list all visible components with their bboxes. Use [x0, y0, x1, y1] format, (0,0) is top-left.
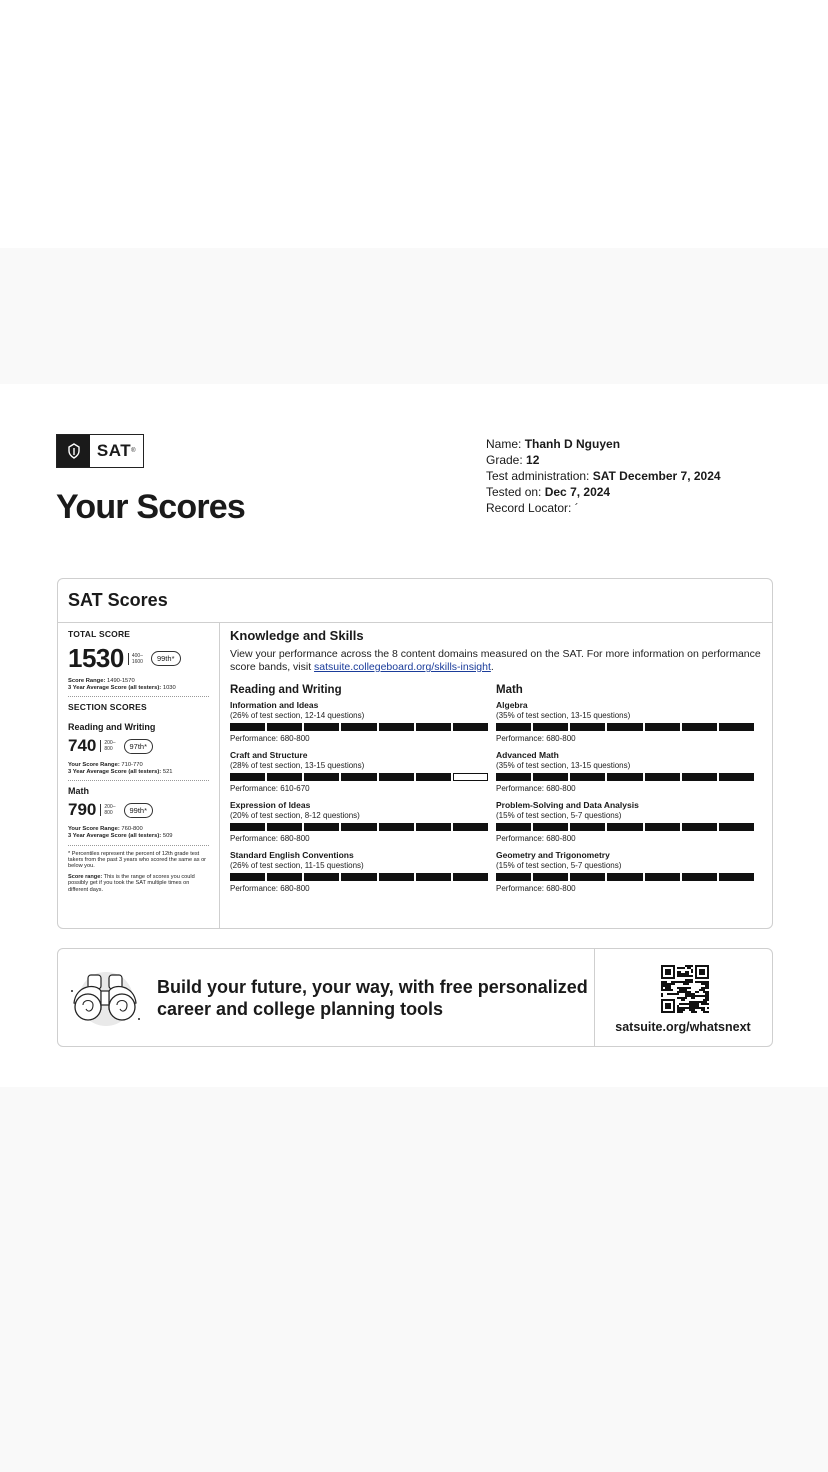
performance-bar-segment [230, 823, 265, 831]
sat-scores-card [57, 578, 773, 929]
section-scores-label: SECTION SCORES [68, 702, 147, 713]
divider [68, 845, 209, 846]
performance-bar-segment [645, 723, 680, 731]
domain-performance: Performance: 610-670 [230, 784, 310, 793]
domain-name: Craft and Structure [230, 750, 308, 760]
total-score-label: TOTAL SCORE [68, 629, 131, 639]
math-label: Math [68, 786, 89, 797]
student-name-row: Name: Thanh D Nguyen [486, 437, 621, 451]
domain-name: Standard English Conventions [230, 850, 354, 860]
performance-bar [496, 823, 754, 832]
knowledge-skills-title: Knowledge and Skills [230, 628, 364, 643]
math-percentile-badge: 99th* [124, 803, 154, 818]
performance-bar-segment [719, 723, 754, 731]
performance-bar-segment [496, 773, 531, 781]
domain-name: Geometry and Trigonometry [496, 850, 610, 860]
performance-bar-segment [267, 773, 302, 781]
domain-weight: (28% of test section, 13-15 questions) [230, 761, 365, 770]
performance-bar [496, 723, 754, 732]
page-title: Your Scores [56, 488, 245, 526]
background-band-top [0, 248, 828, 384]
domain-name: Expression of Ideas [230, 800, 311, 810]
math-scale: 200– 800 [100, 804, 115, 816]
performance-bar-segment [496, 873, 531, 881]
acorn-icon [57, 435, 90, 467]
reading-writing-percentile-badge: 97th* [124, 739, 154, 754]
performance-bar-segment [607, 873, 642, 881]
divider [68, 780, 209, 781]
performance-bar-segment [570, 723, 605, 731]
reading-writing-score: 740 [68, 736, 97, 756]
rw-domain [230, 700, 496, 743]
domain-performance: Performance: 680-800 [230, 834, 310, 843]
performance-bar-segment [570, 773, 605, 781]
content-domains [230, 684, 762, 900]
math-domains-title: Math [496, 684, 523, 696]
performance-bar-segment [453, 773, 488, 781]
performance-bar-segment [379, 873, 414, 881]
math-domains [496, 684, 762, 900]
performance-bar-segment [379, 723, 414, 731]
domain-name: Information and Ideas [230, 700, 319, 710]
performance-bar-segment [496, 823, 531, 831]
reading-writing-domains [230, 684, 496, 900]
rw-domain [230, 750, 496, 793]
total-percentile-badge: 99th* [151, 651, 181, 666]
domain-weight: (26% of test section, 11-15 questions) [230, 861, 364, 870]
domain-name: Advanced Math [496, 750, 559, 760]
background-band-bottom [0, 1087, 828, 1472]
performance-bar [230, 723, 488, 732]
performance-bar-segment [607, 773, 642, 781]
planning-tools-headline: Build your future, your way, with free personalized career and college planning tools [157, 977, 588, 1019]
domain-weight: (35% of test section, 13-15 questions) [496, 761, 631, 770]
total-score-row [68, 643, 219, 674]
performance-bar-segment [379, 773, 414, 781]
math-score-row [68, 800, 219, 820]
reading-writing-range: Your Score Range: 710-770 [68, 762, 143, 769]
performance-bar-segment [570, 823, 605, 831]
performance-bar-segment [416, 873, 451, 881]
reading-writing-average: 3 Year Average Score (all testers): 521 [68, 768, 173, 775]
qr-code-icon[interactable] [661, 965, 709, 1013]
domain-performance: Performance: 680-800 [230, 734, 310, 743]
divider [68, 696, 209, 697]
reading-writing-score-row [68, 736, 219, 756]
performance-bar-segment [719, 773, 754, 781]
record-locator-row: Record Locator: ´ [486, 501, 579, 515]
domain-weight: (15% of test section, 5-7 questions) [496, 861, 622, 870]
performance-bar-segment [682, 773, 717, 781]
domain-performance: Performance: 680-800 [496, 834, 576, 843]
performance-bar-segment [304, 823, 339, 831]
domain-performance: Performance: 680-800 [496, 784, 576, 793]
performance-bar-segment [230, 723, 265, 731]
student-info [486, 436, 721, 516]
performance-bar-segment [267, 873, 302, 881]
performance-bar-segment [341, 823, 376, 831]
performance-bar-segment [645, 823, 680, 831]
skills-insight-link[interactable]: satsuite.collegeboard.org/skills-insight [314, 661, 491, 673]
percentile-footnote: * Percentiles represent the percent of 12th grade test takers from the past 3 years who scored the same as or below you. [68, 850, 207, 870]
reading-writing-domains-title: Reading and Writing [230, 684, 342, 696]
math-domain [496, 850, 762, 893]
math-score: 790 [68, 800, 97, 820]
test-admin-row: Test administration: SAT December 7, 2024 [486, 469, 721, 483]
performance-bar [496, 773, 754, 782]
domain-performance: Performance: 680-800 [230, 884, 310, 893]
score-summary-column [58, 623, 220, 928]
performance-bar [496, 873, 754, 882]
performance-bar-segment [230, 873, 265, 881]
performance-bar-segment [533, 873, 568, 881]
logo-wordmark: SAT ® [96, 441, 137, 460]
tested-on-row: Tested on: Dec 7, 2024 [486, 485, 611, 499]
performance-bar-segment [379, 823, 414, 831]
reading-writing-label: Reading and Writing [68, 722, 156, 733]
performance-bar-segment [267, 723, 302, 731]
rw-domain [230, 850, 496, 893]
math-domain [496, 800, 762, 843]
performance-bar-segment [453, 823, 488, 831]
domain-name: Problem-Solving and Data Analysis [496, 800, 639, 810]
domain-performance: Performance: 680-800 [496, 734, 576, 743]
domain-weight: (35% of test section, 13-15 questions) [496, 711, 631, 720]
performance-bar-segment [496, 723, 531, 731]
binoculars-icon [66, 969, 144, 1027]
performance-bar-segment [341, 773, 376, 781]
performance-bar-segment [682, 873, 717, 881]
whatsnext-link[interactable]: satsuite.org/whatsnext [615, 1020, 751, 1034]
performance-bar-segment [645, 773, 680, 781]
performance-bar-segment [304, 873, 339, 881]
score-range-footnote: Score range: This is the range of scores you could possibly get if you took the SAT multiple times on different days. [68, 873, 195, 893]
performance-bar-segment [533, 773, 568, 781]
performance-bar-segment [453, 873, 488, 881]
math-domain [496, 750, 762, 793]
domain-weight: (20% of test section, 8-12 questions) [230, 811, 360, 820]
performance-bar-segment [607, 723, 642, 731]
domain-name: Algebra [496, 700, 528, 710]
performance-bar-segment [682, 823, 717, 831]
performance-bar-segment [304, 723, 339, 731]
sat-logo [56, 434, 144, 468]
knowledge-skills-description: View your performance across the 8 content domains measured on the SAT. For more information on performance score bands, visit satsuite.collegeboard.org/skills-insight. [230, 648, 761, 673]
performance-bar-segment [533, 723, 568, 731]
performance-bar-segment [533, 823, 568, 831]
scores-card-title: SAT Scores [58, 579, 772, 623]
total-score-range: Score Range: 1490-1570 [68, 678, 135, 684]
reading-writing-scale: 200– 800 [100, 740, 115, 752]
performance-bar-segment [230, 773, 265, 781]
knowledge-skills-column [230, 623, 762, 928]
performance-bar-segment [341, 873, 376, 881]
performance-bar-segment [570, 873, 605, 881]
domain-weight: (26% of test section, 12-14 questions) [230, 711, 365, 720]
performance-bar-segment [416, 773, 451, 781]
math-range: Your Score Range: 760-800 [68, 826, 143, 833]
performance-bar-segment [453, 723, 488, 731]
student-grade-row: Grade: 12 [486, 453, 540, 467]
performance-bar [230, 873, 488, 882]
performance-bar-segment [645, 873, 680, 881]
domain-weight: (15% of test section, 5-7 questions) [496, 811, 622, 820]
performance-bar [230, 773, 488, 782]
performance-bar-segment [341, 723, 376, 731]
total-score-scale: 400– 1600 [128, 653, 143, 665]
math-domain [496, 700, 762, 743]
performance-bar-segment [607, 823, 642, 831]
planning-tools-banner [57, 948, 773, 1047]
performance-bar-segment [682, 723, 717, 731]
performance-bar-segment [719, 823, 754, 831]
total-score-value: 1530 [68, 643, 124, 673]
performance-bar-segment [416, 823, 451, 831]
domain-performance: Performance: 680-800 [496, 884, 576, 893]
total-average-score: 3 Year Average Score (all testers): 1030 [68, 684, 176, 691]
performance-bar-segment [267, 823, 302, 831]
math-average: 3 Year Average Score (all testers): 509 [68, 832, 173, 839]
performance-bar-segment [719, 873, 754, 881]
performance-bar-segment [416, 723, 451, 731]
performance-bar-segment [304, 773, 339, 781]
performance-bar [230, 823, 488, 832]
rw-domain [230, 800, 496, 843]
